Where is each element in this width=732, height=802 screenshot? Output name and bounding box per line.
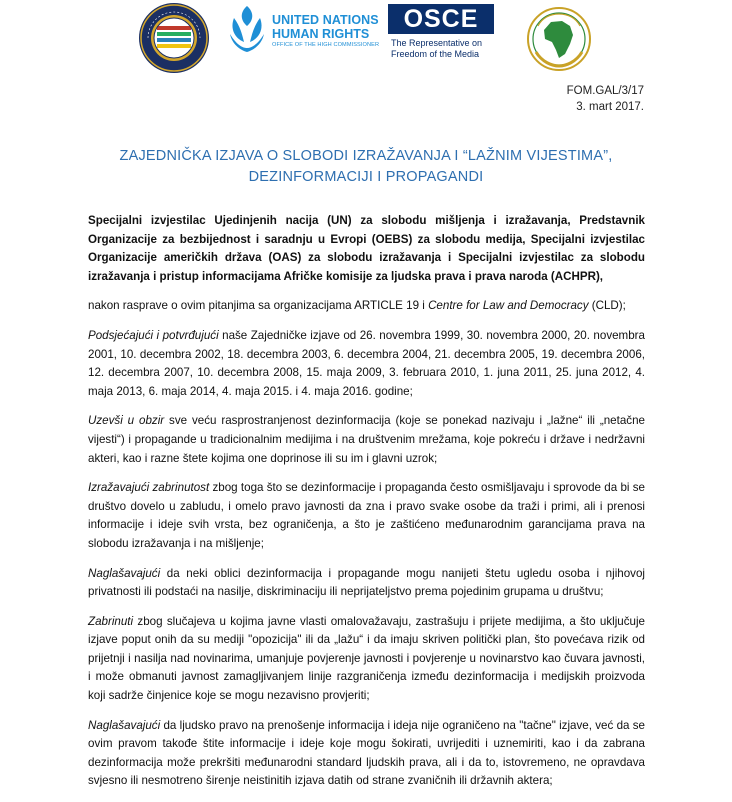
osce-logo [388, 4, 494, 70]
document-body [88, 212, 645, 802]
logo-strip [0, 0, 732, 80]
osce-wordmark: OSCE [403, 5, 479, 33]
document-reference [567, 83, 644, 115]
recalling-lead: Podsjećajući i potvrđujući [88, 328, 219, 342]
recalling-paragraph [88, 327, 645, 401]
title-line1: ZAJEDNIČKA IZJAVA O SLOBODI IZRAŽAVANJA I “LAŽNIM VIJESTIMA”, [119, 148, 613, 164]
worried-lead: Zabrinuti [88, 614, 134, 628]
article19-name: ARTICLE 19 [354, 299, 420, 313]
emphasizing-lead-2: Naglašavajući [88, 718, 161, 732]
title-line2: DEZINFORMACIJI I PROPAGANDI [248, 169, 484, 185]
worried-text: zbog slučajeva u kojima javne vlasti omalovažavaju, zastrašuju i prijete medijima, a što uključuje izjave poput onih da su mediji "opozicija" ili da „lažu“ i da imaju skriven politički plan, što povećava rizik od prijetnji i nasilja nad novinarima, umanjuje povjerenje javnosti i povjerenje u novinarstvo kao čuvara javnosti, i može obmanuti javnost zamagljivanjem linije razgraničenja između dezinformacija i medijskih proizvoda koji sadrže činjenice koje se mogu nezavisno provjeriti; [88, 614, 645, 703]
oas-seal-logo [138, 2, 210, 74]
recalling-text: naše Zajedničke izjave od 26. novembra 1999, 30. novembra 2000, 20. novembra 2001, 10. decembra 2002, 18. decembra 2003, 6. decembra 2004, 21. decembra 2005, 19. decembra 2006, 12. decembra 2007, 10. decembra 2008, 15. maja 2009, 3. februara 2010, 1. juna 2011, 25. juna 2012, 4. maja 2013, 6. maja 2014, 4. maja 2015. i 4. maja 2016. godine; [88, 328, 645, 398]
document-title [60, 146, 672, 188]
un-logo-line2: HUMAN RIGHTS [272, 27, 370, 41]
emphasizing-lead-1: Naglašavajući [88, 566, 161, 580]
consultation-text-e: (CLD); [588, 299, 626, 313]
ref-code: FOM.GAL/3/17 [566, 85, 644, 97]
signatories-paragraph: Specijalni izvjestilac Ujedinjenih nacija (UN) za slobodu mišljenja i izražavanja, Predstavnik Organizacije za bezbijednost i saradnju u Evropi (OEBS) za slobodu medija, Specijalni izvjestilac Organizacije američkih država (OAS) za slobodu izražavanja i Specijalni izvjestilac za slobodu izražavanja i pristup informacijama Afričke komisije za ljudska prava i prava naroda (ACHPR), [88, 214, 645, 283]
emphasizing-text-2: da ljudsko pravo na prenošenje informacija i ideja nije ograničeno na "tačne" izjave, već da se ovim pravom takođe štite informacije i ideje koje mogu šokirati, uvrijediti i uznemiriti, kao i da zabrana dezinformacija može prekršiti međunarodni standard ljudskih prava, ali i da to, istovremeno, ne opravdava svjesno ili nesmotreno širenje neistinitih izjava datih od strane zvaničnih ili državnih aktera; [88, 718, 645, 788]
worried-paragraph [88, 613, 645, 706]
consultation-text-c: i [419, 299, 429, 313]
emphasizing-paragraph-1 [88, 565, 645, 602]
concern-paragraph [88, 479, 645, 553]
emphasizing-paragraph-2 [88, 717, 645, 791]
cld-name: Centre for Law and Democracy [428, 299, 589, 313]
un-logo-line1: UNITED NATIONS [272, 13, 379, 27]
consultation-text-a: nakon rasprave o ovim pitanjima sa organizacijama [88, 299, 355, 313]
un-human-rights-logo [226, 4, 380, 68]
consultation-paragraph [88, 297, 645, 316]
considering-lead: Uzevši u obzir [88, 414, 165, 428]
concern-text: zbog toga što se dezinformacije i propaganda često osmišljavaju i sprovode da bi se društvo dovelo u zabludu, i omelo pravo javnosti da zna i pravo svake osobe da traži i primi, ali i prenosi informacije i ideje svih vrsta, bez ograničenja, a što je zaštićeno međunarodnim garancijama prava na slobodu izražavanja i na mišljenje; [88, 481, 645, 550]
emphasizing-text-1: da neki oblici dezinformacija i propagande mogu nanijeti štetu ugledu osoba i njihovoj privatnosti ili podstaći na nasilje, diskriminaciju ili neprijateljstvo prema pojedinim grupama u društvu; [88, 566, 645, 599]
document-date: 3. mart 2017. [576, 101, 644, 113]
considering-text: sve veću rasprostranjenost dezinformacija (koje se ponekad nazivaju i „lažne“ ili „netačne vijesti“) i propagande u tradicionalnim medijima i na društvenim mrežama, koje pokreću i države i nedržavni akteri, kao i razne štete kojima one doprinose ili su im i glavni uzrok; [88, 414, 645, 465]
concern-lead: Izražavajući zabrinutost [88, 481, 210, 495]
considering-paragraph [88, 412, 645, 468]
african-union-logo [526, 6, 592, 72]
osce-sub-line2: Freedom of the Media [391, 49, 480, 59]
un-logo-line3: OFFICE OF THE HIGH COMMISSIONER [272, 42, 380, 48]
osce-sub-line1: The Representative on [391, 38, 483, 48]
